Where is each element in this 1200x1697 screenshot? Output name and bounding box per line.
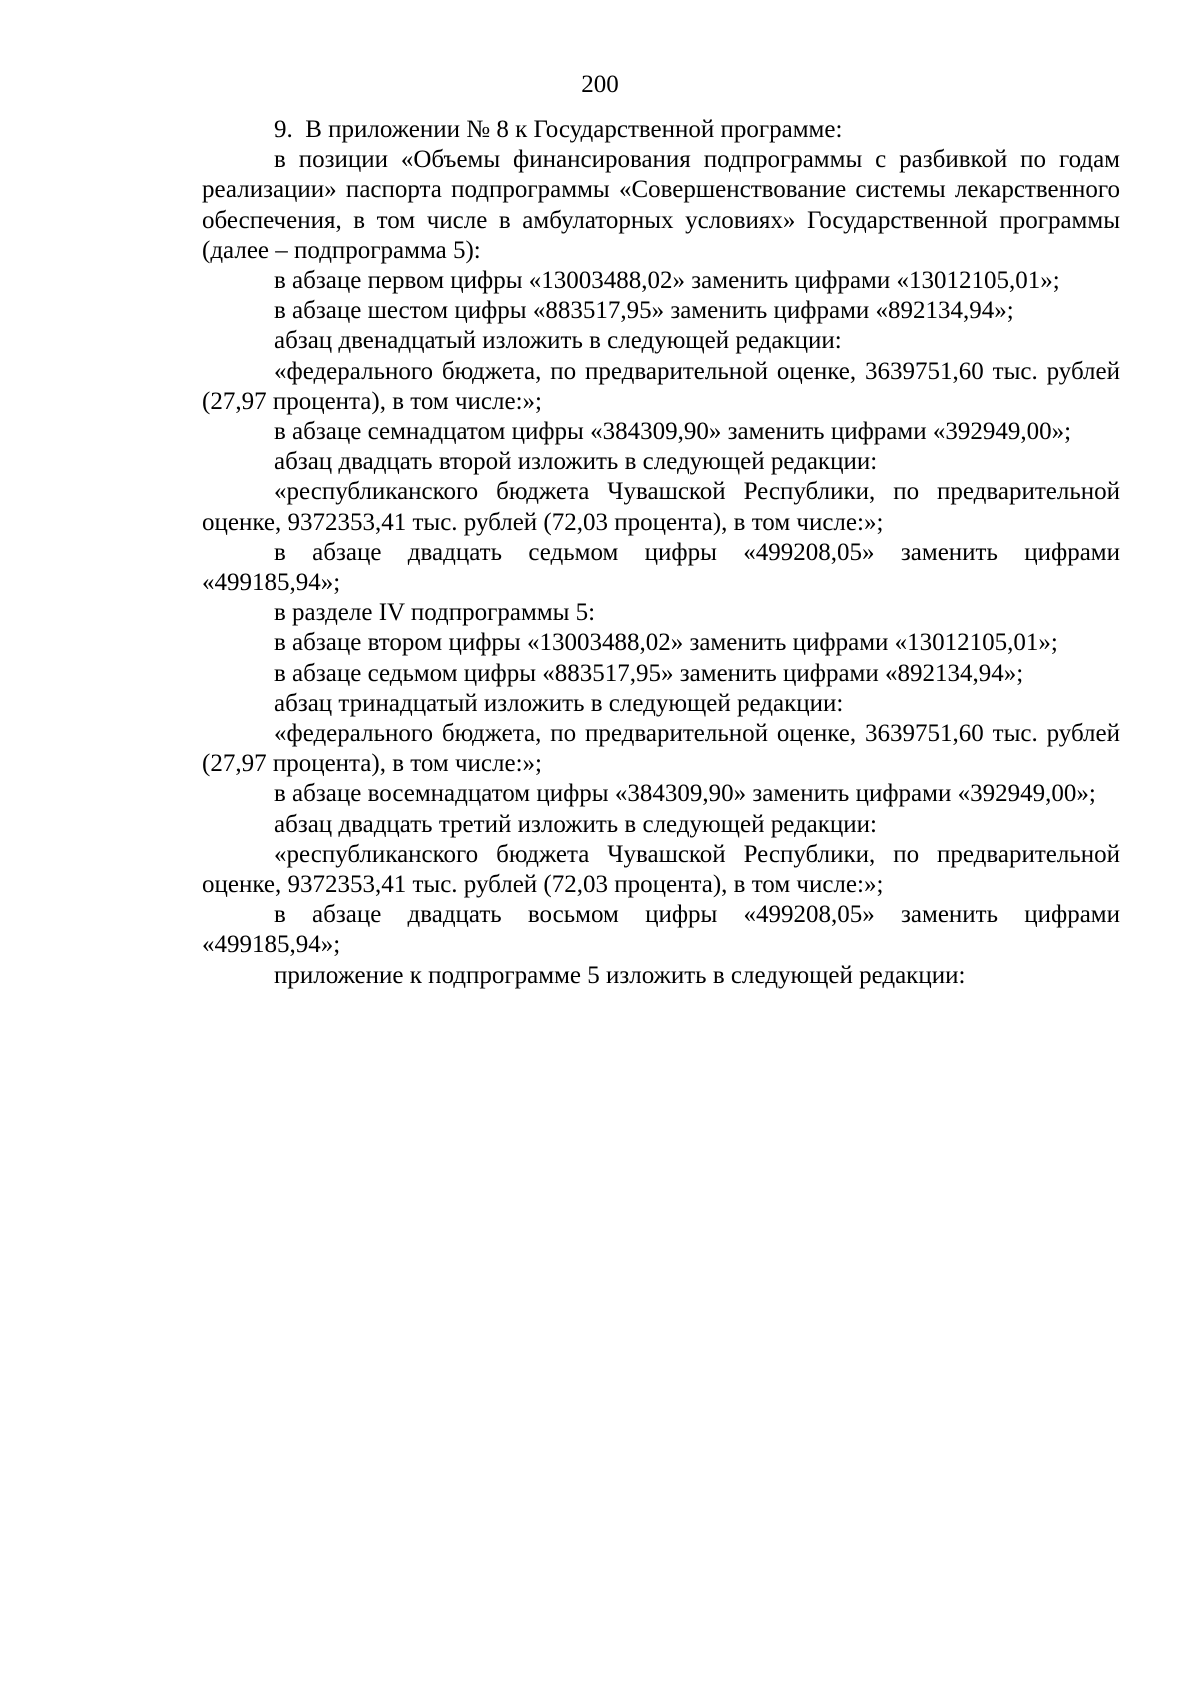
paragraph-appendix-new-edition: приложение к подпрограмме 5 изложить в следующей редакции: [274, 961, 966, 989]
document-body [202, 115, 1120, 991]
paragraph-eighteenth-abzac: в абзаце восемнадцатом цифры «384309,90» заменить цифрами «392949,00»; [274, 780, 1096, 808]
paragraph-federal-budget-quote-2: «федерального бюджета, по предварительной оценке, 3639751,60 тыс. рублей (27,97 процента), в том числе:»; [202, 720, 1120, 778]
paragraph-first-abzac: в абзаце первом цифры «13003488,02» заменить цифрами «13012105,01»; [274, 267, 1060, 295]
paragraph-thirteenth-abzac: абзац тринадцатый изложить в следующей редакции: [274, 689, 844, 717]
paragraph-item-9-heading: 9. В приложении № 8 к Государственной программе: [274, 116, 843, 143]
paragraph-twenty-third-abzac: абзац двадцать третий изложить в следующей редакции: [274, 810, 878, 838]
paragraph-section-iv: в разделе IV подпрограммы 5: [274, 599, 596, 627]
paragraph-twenty-eighth-abzac: в абзаце двадцать восьмом цифры «499208,05» заменить цифрами «499185,94»; [202, 901, 1120, 959]
paragraph-second-abzac: в абзаце втором цифры «13003488,02» заменить цифрами «13012105,01»; [274, 629, 1058, 657]
paragraph-passport-position: в позиции «Объемы финансирования подпрограммы с разбивкой по годам реализации» паспорта подпрограммы «Совершенствование системы лекарственного обеспечения, в том числе в амбулаторных условиях» Государственной программы (далее – подпрограмма 5): [202, 146, 1120, 264]
paragraph-twenty-seventh-abzac: в абзаце двадцать седьмом цифры «499208,05» заменить цифрами «499185,94»; [202, 538, 1120, 597]
paragraph-republican-budget-quote: «республиканского бюджета Чувашской Республики, по предварительной оценке, 9372353,41 тыс. рублей (72,03 процента), в том числе:»; [202, 478, 1120, 536]
paragraph-seventeenth-abzac: в абзаце семнадцатом цифры «384309,90» заменить цифрами «392949,00»; [274, 418, 1072, 446]
paragraph-seventh-abzac: в абзаце седьмом цифры «883517,95» заменить цифрами «892134,94»; [274, 659, 1024, 687]
page-number: 200 [581, 71, 619, 98]
paragraph-twenty-second-abzac: абзац двадцать второй изложить в следующей редакции: [274, 448, 878, 476]
paragraph-federal-budget-quote: «федерального бюджета, по предварительной оценке, 3639751,60 тыс. рублей (27,97 процента), в том числе:»; [202, 357, 1120, 415]
paragraph-republican-budget-quote-2: «республиканского бюджета Чувашской Республики, по предварительной оценке, 9372353,41 тыс. рублей (72,03 процента), в том числе:»; [202, 840, 1120, 899]
paragraph-sixth-abzac: в абзаце шестом цифры «883517,95» заменить цифрами «892134,94»; [274, 297, 1014, 325]
paragraph-twelfth-abzac: абзац двенадцатый изложить в следующей редакции: [274, 327, 842, 355]
